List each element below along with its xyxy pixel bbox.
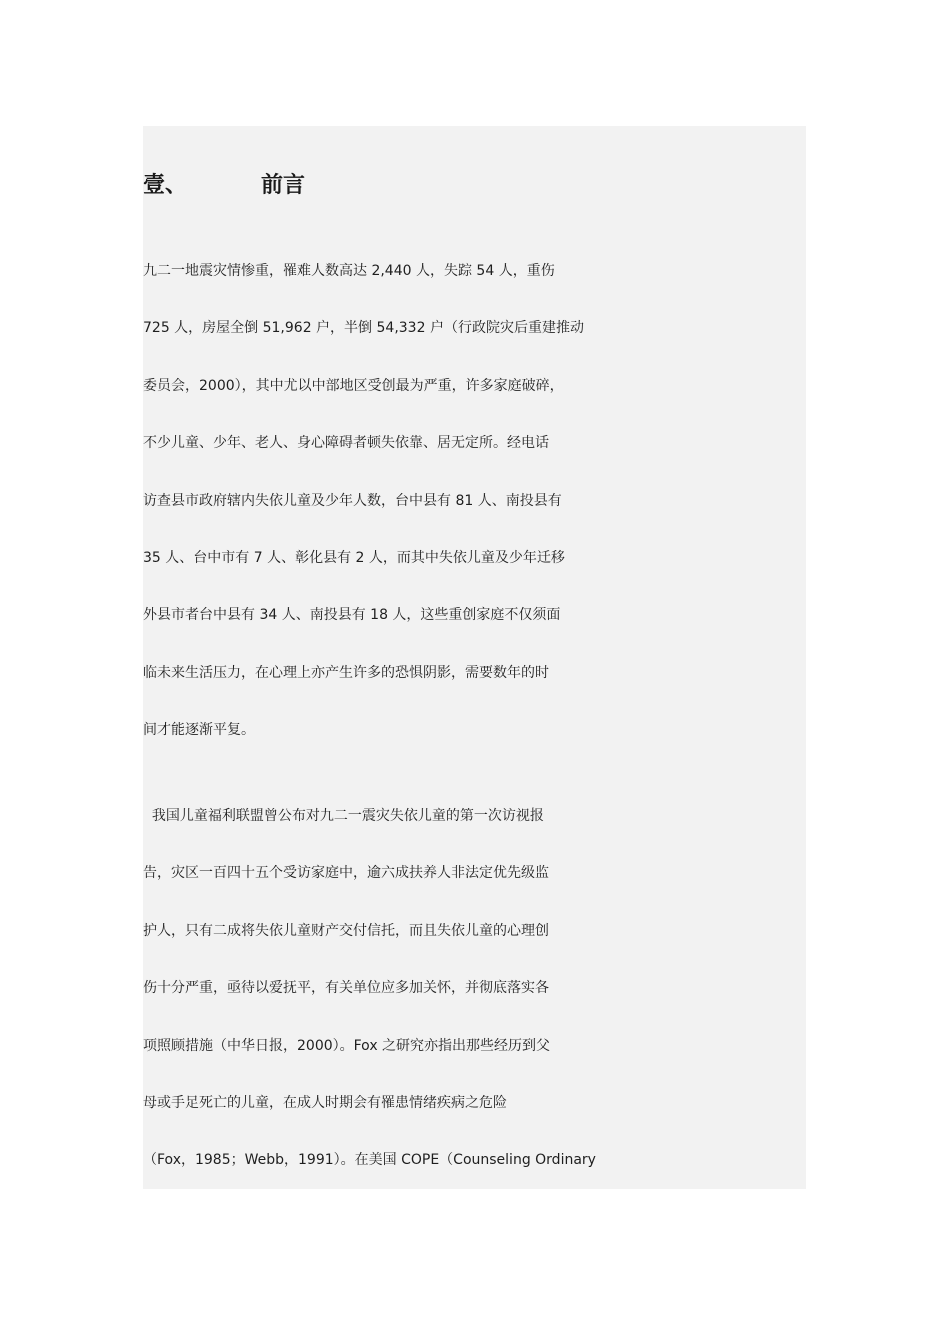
paragraph-line: 临未来生活压力，在心理上亦产生许多的恐惧阴影，需要数年的时	[143, 664, 549, 681]
paragraph-1	[143, 243, 806, 760]
paragraph-line: 母或手足死亡的儿童，在成人时期会有罹患情绪疾病之危险	[143, 1094, 507, 1111]
paragraph-line: 告，灾区一百四十五个受访家庭中，逾六成扶养人非法定优先级监	[143, 865, 549, 882]
section-heading	[143, 169, 305, 203]
paragraph-line: 外县市者台中县有 34 人、南投县有 18 人，这些重创家庭不仅须面	[143, 607, 561, 624]
document-text-block	[143, 126, 806, 1189]
section-title: 前言	[261, 173, 306, 198]
paragraph-line: （Fox，1985；Webb，1991）。在美国 COPE（Counseling Ordinary	[143, 1152, 596, 1169]
paragraph-line: 委员会，2000），其中尤以中部地区受创最为严重，许多家庭破碎，	[143, 377, 564, 394]
paragraph-line: 35 人、台中市有 7 人、彰化县有 2 人，而其中失依儿童及少年迁移	[143, 549, 565, 566]
paragraph-line: 不少儿童、少年、老人、身心障碍者顿失依靠、居无定所。经电话	[143, 435, 549, 452]
paragraph-line: 九二一地震灾情惨重，罹难人数高达 2,440 人，失踪 54 人，重伤	[143, 263, 555, 279]
paragraph-line: 我国儿童福利联盟曾公布对九二一震灾失依儿童的第一次访视报	[143, 808, 544, 824]
paragraph-line: 护人，只有二成将失依儿童财产交付信托，而且失依儿童的心理创	[143, 922, 549, 939]
paragraph-2	[143, 788, 806, 1189]
section-number: 壹、	[143, 173, 188, 198]
paragraph-line: 访查县市政府辖内失依儿童及少年人数，台中县有 81 人、南投县有	[143, 492, 562, 509]
paragraph-line: 725 人，房屋全倒 51,962 户，半倒 54,332 户（行政院灾后重建推动	[143, 320, 584, 337]
paragraph-line: 间才能逐渐平复。	[143, 722, 255, 739]
paragraph-line: 项照顾措施（中华日报，2000）。Fox 之研究亦指出那些经历到父	[143, 1037, 551, 1054]
paragraph-line: 伤十分严重，亟待以爱抚平，有关单位应多加关怀，并彻底落实各	[143, 980, 549, 997]
